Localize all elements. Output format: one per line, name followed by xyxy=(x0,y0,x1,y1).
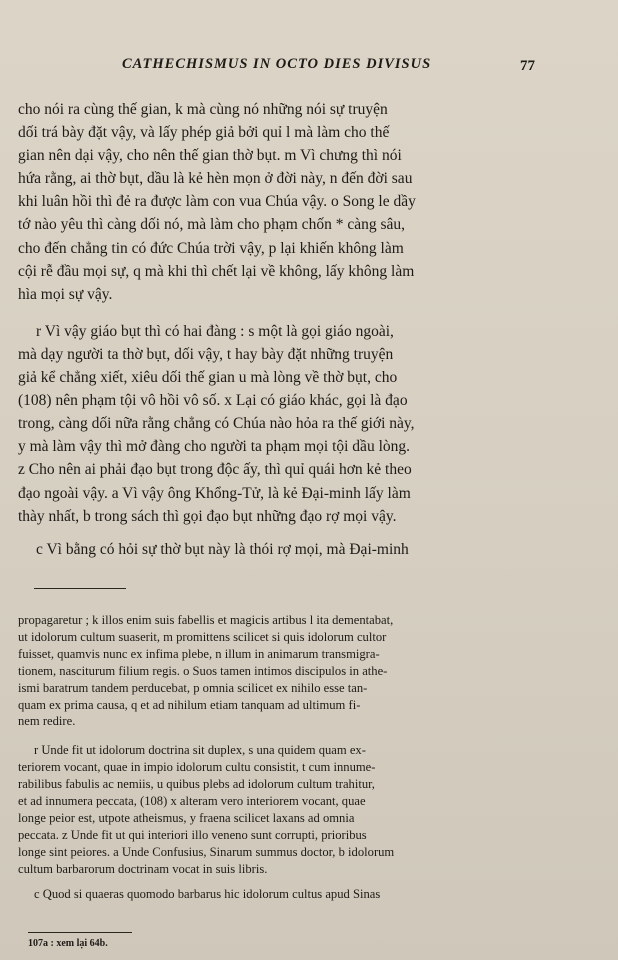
footnote-line: ismi baratrum tandem perducebat, p omnia scilicet ex nihilo esse tan- xyxy=(18,680,368,695)
text-line: thày nhất, b trong sách thì gọi đạo bụt những đạo rợ mọi vậy. xyxy=(18,507,397,525)
footnote-line: r Unde fit ut idolorum doctrina sit duplex, s una quidem quam ex- xyxy=(34,743,366,758)
footnote-block-2 xyxy=(18,742,548,877)
footnote-line: longe peior est, utpote atheismus, y fraena scilicet laxans ad omnia xyxy=(18,810,355,825)
text-line: mà dạy người ta thờ bụt, dối vậy, t hay bày đặt những truyện xyxy=(18,345,394,363)
footnote-line: et ad innumera peccata, (108) x alteram vero interiorem vocant, quae xyxy=(18,794,366,809)
footnote-line: cultum barbarorum doctrinam vocat in suis libris. xyxy=(18,861,268,876)
text-line: dối trá bày đặt vậy, và lấy phép giả bởi quỉ l mà làm cho thế xyxy=(18,124,390,142)
text-line: r Vì vậy giáo bụt thì có hai đàng : s một là gọi giáo ngoài, xyxy=(36,322,394,340)
text-line: trong, càng dối nữa rằng chẳng có Chúa nào hỏa ra thế giới này, xyxy=(18,415,415,433)
main-vietnamese-text xyxy=(18,98,542,561)
text-line: cho nói ra cùng thế gian, k mà cùng nó những nói sự truyện xyxy=(18,101,388,118)
footnote-line: tionem, nasciturum filium regis. o Suos tamen intimos discipulos in athe- xyxy=(18,663,388,678)
running-header xyxy=(0,56,618,86)
text-line: c Vì bằng có hỏi sự thờ bụt này là thói rợ mọi, mà Đại-minh xyxy=(36,540,409,558)
footnote-line: longe sint peiores. a Unde Confusius, Sinarum summus doctor, b idolorum xyxy=(18,844,395,859)
running-title: CATHECHISMUS IN OCTO DIES DIVISUS xyxy=(122,56,432,72)
footnote-line: teriorem vocant, quae in impio idolorum cultu consistit, t cum innume- xyxy=(18,760,376,775)
footnote-line: nem redire. xyxy=(18,714,76,729)
paragraph-2 xyxy=(18,320,542,343)
text-line: cội rễ đầu mọi sự, q mà khi thì chết lại về không, lấy không làm xyxy=(18,262,415,280)
footnote-line: rabilibus fabulis ac nemiis, u quibus plebs ad idolorum cultum trahitur, xyxy=(18,777,375,792)
paragraph-1 xyxy=(18,98,542,306)
page-number: 77 xyxy=(520,58,535,74)
footnote-block-1 xyxy=(18,612,548,730)
footnote-line: peccata. z Unde fit ut qui interiori illo veneno sunt corrupti, prioribus xyxy=(18,827,367,842)
footnote-separator xyxy=(34,588,126,589)
paragraph-2-continued xyxy=(18,343,542,528)
latin-footnotes xyxy=(18,612,548,903)
text-line: cho đến chẳng tin có đức Chúa trời vậy, p lại khiến không làm xyxy=(18,239,404,257)
text-line: tớ nào yêu thì càng dối nó, mà làm cho phạm chốn * càng sâu, xyxy=(18,216,405,234)
text-line: (108) nên phạm tội vô hồi vô số. x Lại có giáo khác, gọi là đạo xyxy=(18,392,408,410)
text-line: gian nên dại vậy, cho nên thế gian thờ bụt. m Vì chưng thì nói xyxy=(18,147,402,165)
text-line: y mà làm vậy thì mở đàng cho người ta phạm mọi tội dầu lòng. xyxy=(18,438,410,456)
footnote-line: fuisset, quamvis nunc ex infima plebe, n illum in animarum transmigra- xyxy=(18,646,380,661)
text-line: hứa rằng, ai thờ bụt, dầu là kẻ hèn mọn ở đời này, n đến đời sau xyxy=(18,170,413,188)
text-line: z Cho nên ai phải đạo bụt trong độc ấy, thì quỉ quái hơn kẻ theo xyxy=(18,461,412,479)
bottom-separator xyxy=(28,932,132,933)
footnote-line: c Quod si quaeras quomodo barbarus hic idolorum cultus apud Sinas xyxy=(34,886,381,901)
cross-reference-note: 107a : xem lại 64b. xyxy=(28,938,108,949)
footnote-line: propagaretur ; k illos enim suis fabellis et magicis artibus l ita dementabat, xyxy=(18,613,394,627)
footnote-line: quam ex prima causa, q et ad nihilum etiam tanquam ad ultimum fi- xyxy=(18,697,361,712)
paragraph-3 xyxy=(18,538,542,561)
footnote-block-3 xyxy=(18,886,548,903)
text-line: khi luân hồi thì đẻ ra được làm con vua Chúa vậy. o Song le dầy xyxy=(18,193,416,211)
text-line: hìa mọi sự vậy. xyxy=(18,285,113,303)
footnote-line: ut idolorum cultum suaserit, m promittens scilicet si quis idolorum cultor xyxy=(18,629,387,644)
text-line: đạo ngoài vậy. a Vì vậy ông Khổng-Tử, là kẻ Đại-minh lấy làm xyxy=(18,484,411,502)
text-line: giả kể chẳng xiết, xiêu dối thế gian u mà lòng về thờ bụt, cho xyxy=(18,369,398,387)
